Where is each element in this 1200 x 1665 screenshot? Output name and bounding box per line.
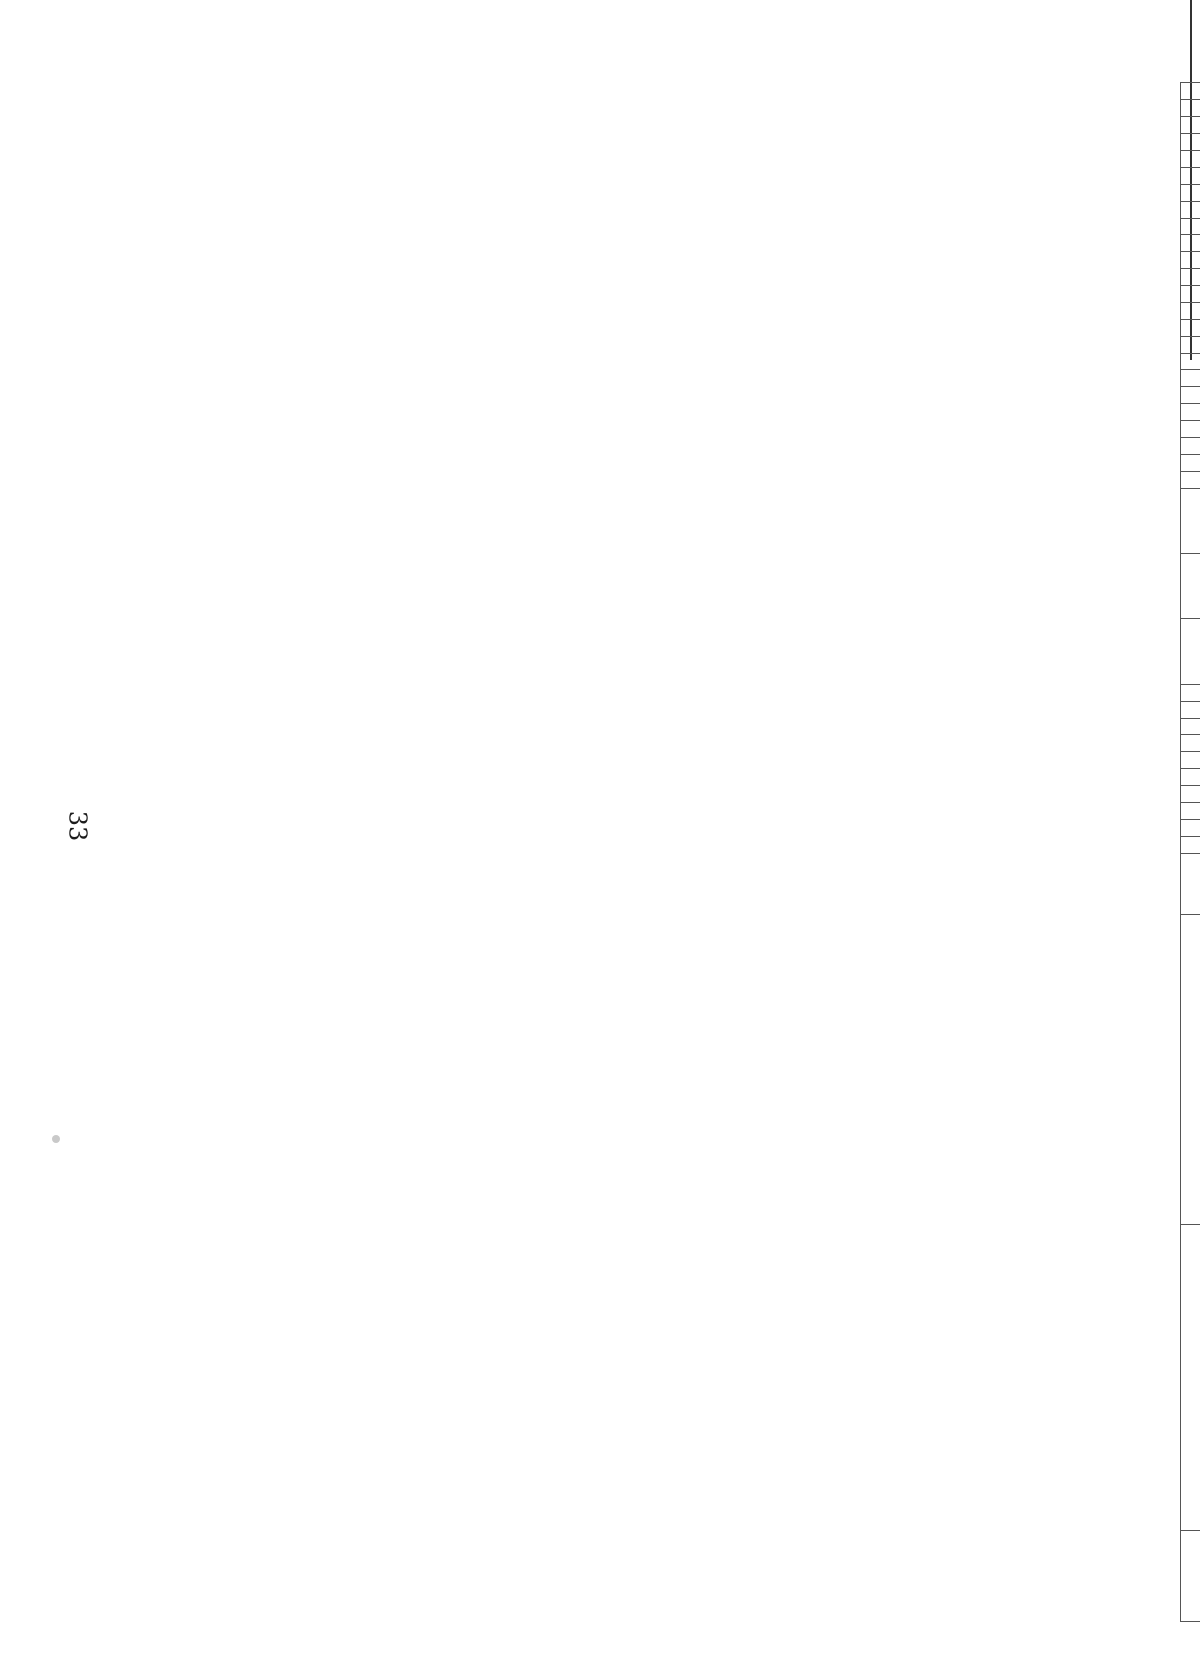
header-year-2041 xyxy=(1181,235,1200,252)
rotated-page xyxy=(1180,82,1200,1622)
header-year-2030 xyxy=(1181,421,1200,438)
header-year-2023 xyxy=(1181,684,1200,701)
header-year-2018 xyxy=(1181,769,1200,786)
header-address xyxy=(1181,1225,1200,1531)
header-year-2035 xyxy=(1181,336,1200,353)
header-year-2028 xyxy=(1181,454,1200,471)
table-header-row xyxy=(1181,83,1200,1622)
header-year-2037 xyxy=(1181,302,1200,319)
page-number: 33 xyxy=(63,810,92,842)
header-year-2015 xyxy=(1181,819,1200,836)
header-year-2016 xyxy=(1181,802,1200,819)
header-year-2047 xyxy=(1181,134,1200,151)
header-year-2043 xyxy=(1181,201,1200,218)
header-year-2027 xyxy=(1181,471,1200,488)
header-year-2039 xyxy=(1181,269,1200,286)
scan-smudge xyxy=(52,1135,60,1143)
header-year-2049 xyxy=(1181,100,1200,117)
header-year-2014 xyxy=(1181,836,1200,853)
header-year-2048 xyxy=(1181,117,1200,134)
header-year-2040 xyxy=(1181,252,1200,269)
header-year-2036 xyxy=(1181,319,1200,336)
header-year-2034 xyxy=(1181,353,1200,370)
header-year-2038 xyxy=(1181,286,1200,303)
header-date xyxy=(1181,853,1200,914)
header-year-2026 xyxy=(1181,488,1200,553)
header-year-2022 xyxy=(1181,701,1200,718)
header-services xyxy=(1181,914,1200,1224)
header-year-2033 xyxy=(1181,370,1200,387)
header-year-2019 xyxy=(1181,752,1200,769)
header-year-2044 xyxy=(1181,184,1200,201)
header-year-2025 xyxy=(1181,553,1200,618)
header-year-2024 xyxy=(1181,619,1200,684)
header-year-2031 xyxy=(1181,404,1200,421)
header-year-2017 xyxy=(1181,786,1200,803)
header-year-2021 xyxy=(1181,718,1200,735)
header-year-2045 xyxy=(1181,167,1200,184)
header-year-2032 xyxy=(1181,387,1200,404)
header-year-2050 xyxy=(1181,83,1200,100)
header-year-2029 xyxy=(1181,437,1200,454)
header-year-2042 xyxy=(1181,218,1200,235)
header-year-2046 xyxy=(1181,151,1200,168)
capital-repair-table xyxy=(1180,82,1200,1622)
header-year-2020 xyxy=(1181,735,1200,752)
header-num xyxy=(1181,1531,1200,1622)
